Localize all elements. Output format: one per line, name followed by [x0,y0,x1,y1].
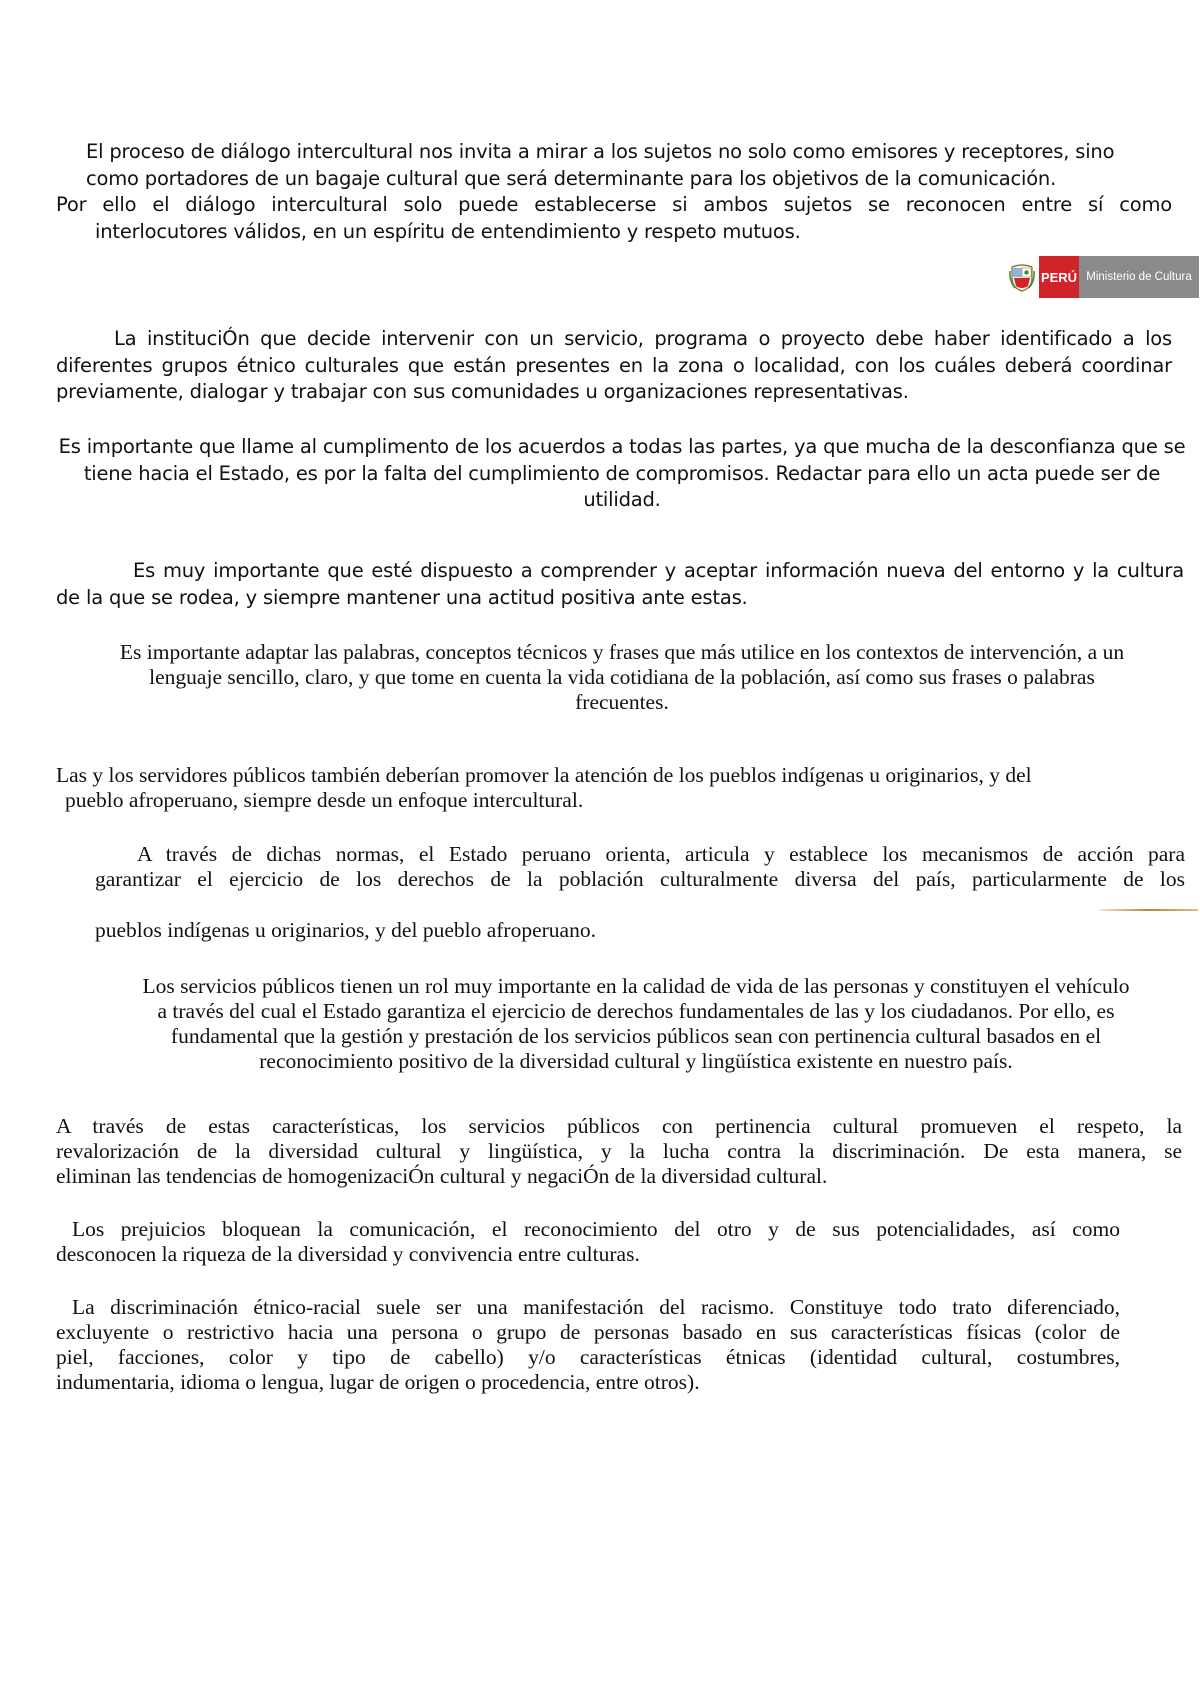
text-line: tiene hacia el Estado, es por la falta del cumplimiento de compromisos. Redactar para ello un acta puede ser de [83,461,1161,485]
text-line: El proceso de diálogo intercultural nos invita a mirar a los sujetos no solo como emisores y receptores, sino [86,140,1115,163]
text-line: interlocutores válidos, en un espíritu de entendimiento y respeto mutuos. [95,219,801,243]
text-line: Es muy importante que esté dispuesto a comprender y aceptar información nueva del entorno y la cultura [133,559,1184,582]
ministerio-de-cultura-logo [1005,256,1199,298]
text-line: excluyente o restrictivo hacia una persona o grupo de personas basado en sus características físicas (color de [56,1320,1120,1344]
text-line: piel, facciones, color y tipo de cabello) y/o características étnicas (identidad cultural, costumbres, [56,1345,1120,1369]
paragraph-lenguaje [52,640,1192,715]
paragraph-normas [95,842,1185,943]
text-line: Por ello el diálogo intercultural solo puede establecerse si ambos sujetos se reconocen entre sí como [56,193,1172,216]
text-line: reconocimiento positivo de la diversidad cultural y lingüística existente en nuestro país. [259,1049,1013,1073]
text-line: revalorización de la diversidad cultural y lingüística, y la lucha contra la discriminación. De esta manera, se [56,1139,1182,1163]
text-line: pueblos indígenas u originarios, y del pueblo afroperuano. [95,918,596,942]
paragraph-institucion [56,326,1172,406]
text-line: La instituciÓn que decide intervenir con un servicio, programa o proyecto debe haber identificado a los [114,327,1172,350]
paragraph-acuerdos [52,434,1192,514]
paragraph-prejuicios [56,1217,1120,1267]
paragraph-dialogo-intercultural [86,139,1146,192]
text-line: Es importante que llame al cumplimento de los acuerdos a todas las partes, ya que mucha de la desconfianza que se [58,435,1186,458]
paragraph-actitud [56,558,1184,611]
text-line: como portadores de un bagaje cultural que será determinante para los objetivos de la comunicación. [86,166,1057,190]
text-line: frecuentes. [575,690,669,714]
text-line: La discriminación étnico-racial suele ser una manifestación del racismo. Constituye todo trato diferenciado, [72,1295,1120,1319]
coat-of-arms-icon [1005,256,1039,298]
text-line: diferentes grupos étnico culturales que están presentes en la zona o localidad, con los cuáles deberá coordinar [56,353,1172,377]
text-line: Los prejuicios bloquean la comunicación, el reconocimiento del otro y de sus potencialidades, así como [72,1217,1120,1241]
text-line: indumentaria, idioma o lengua, lugar de origen o procedencia, entre otros). [56,1370,700,1394]
paragraph-servicios-publicos [74,974,1198,1074]
text-line: A través de estas características, los servicios públicos con pertinencia cultural promueven el respeto, la [56,1114,1182,1138]
text-line: eliminan las tendencias de homogenizaciÓn cultural y negaciÓn de la diversidad cultural. [56,1164,828,1188]
text-line: Los servicios públicos tienen un rol muy importante en la calidad de vida de las personas y constituyen el vehículo [142,974,1130,998]
decorative-divider [1100,909,1198,911]
text-line: A través de dichas normas, el Estado peruano orienta, articula y establece los mecanismos de acción para [137,842,1185,866]
ministry-label: Ministerio de Cultura [1079,256,1199,298]
text-line: a través del cual el Estado garantiza el ejercicio de derechos fundamentales de las y los ciudadanos. Por ello, es [157,999,1115,1023]
text-line: Las y los servidores públicos también deberían promover la atención de los pueblos indígenas u originarios, y del [56,763,1032,787]
paragraph-caracteristicas [56,1114,1182,1189]
text-line: Es importante adaptar las palabras, conceptos técnicos y frases que más utilice en los contextos de intervención, a un [119,640,1125,664]
text-line: lenguaje sencillo, claro, y que tome en cuenta la vida cotidiana de la población, así como sus frases o palabras [149,665,1095,689]
paragraph-servidores [56,763,1180,813]
text-line: pueblo afroperuano, siempre desde un enfoque intercultural. [65,788,584,812]
text-line: garantizar el ejercicio de los derechos de la población culturalmente diversa del país, particularmente de los [95,867,1185,891]
peru-label: PERÚ [1039,256,1079,298]
paragraph-discriminacion [56,1295,1120,1395]
text-line: de la que se rodea, y siempre mantener una actitud positiva ante estas. [56,585,748,609]
text-line: fundamental que la gestión y prestación de los servicios públicos sean con pertinencia cultural basados en el [170,1024,1102,1048]
text-line: utilidad. [583,488,661,511]
text-line: previamente, dialogar y trabajar con sus comunidades u organizaciones representativas. [56,380,909,403]
paragraph-interlocutores [56,192,1172,245]
text-line: desconocen la riqueza de la diversidad y convivencia entre culturas. [56,1242,640,1266]
